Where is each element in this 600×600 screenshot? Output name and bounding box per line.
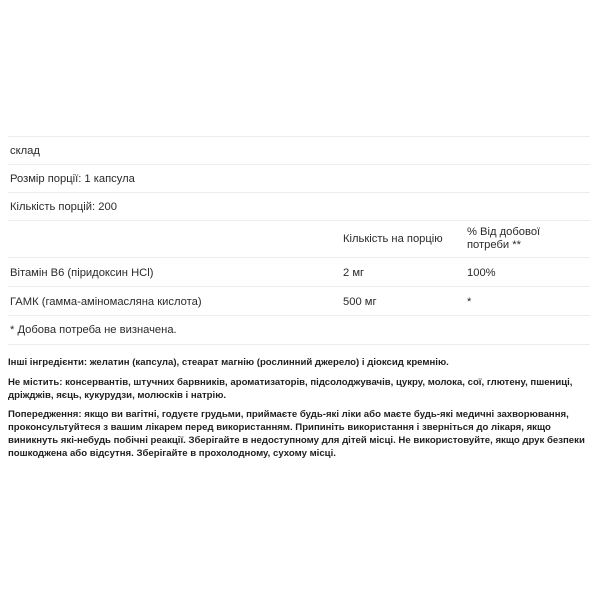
serving-size: Розмір порції: 1 капсула — [10, 173, 135, 185]
facts-title-row — [8, 136, 590, 164]
ingredient-name: Вітамін B6 (піридоксин HCl) — [10, 267, 154, 279]
warning-statement: Попередження: якщо ви вагітні, годуєте грудьми, приймаєте будь-які ліки або маєте будь-які медичні захворювання, проконсультуйтеся з вашим лікарем перед використанням. Припиніть використання і зверніться до лікаря, якщо виникнуть які-небудь побічні реакції. Зберігайте в недоступному для дітей місці. Не використовуйте, якщо друк безпеки пошкоджена або відсутня. Зберігайте в прохолодному, сухому місці. — [8, 409, 585, 459]
ingredient-amount: 500 мг — [343, 296, 377, 308]
facts-title: склад — [10, 145, 40, 157]
ingredient-amount: 2 мг — [343, 267, 365, 279]
servings-per-container-row — [8, 192, 590, 220]
footnote-row — [8, 315, 590, 344]
ingredient-dv: 100% — [467, 267, 496, 279]
table-row — [8, 257, 590, 286]
table-row — [8, 286, 590, 315]
supplement-facts-table — [8, 136, 590, 345]
serving-size-row — [8, 164, 590, 192]
table-header-row — [8, 220, 590, 257]
footnote: * Добова потреба не визначена. — [10, 324, 177, 336]
servings-per-container: Кількість порцій: 200 — [10, 201, 117, 213]
table-bottom-divider — [8, 344, 590, 345]
ingredient-dv: * — [467, 296, 472, 308]
daily-value-header-line2: потреби ** — [467, 239, 521, 251]
daily-value-header-line1: % Від добової — [467, 226, 541, 238]
free-of-statement: Не містить: консервантів, штучних барвників, ароматизаторів, підсолоджувачів, цукру, молока, сої, глютену, пшениці, дріжджів, яєць, кукурудзи, молюсків і натрію. — [8, 376, 573, 401]
amount-header: Кількість на порцію — [343, 233, 443, 245]
product-notes — [8, 357, 593, 468]
ingredient-name: ГАМК (гамма-аміномасляна кислота) — [10, 296, 202, 308]
other-ingredients: Інші інгредієнти: желатин (капсула), стеарат магнію (рослинний джерело) і діоксид кремнію. — [8, 357, 449, 368]
daily-value-header — [467, 226, 540, 252]
